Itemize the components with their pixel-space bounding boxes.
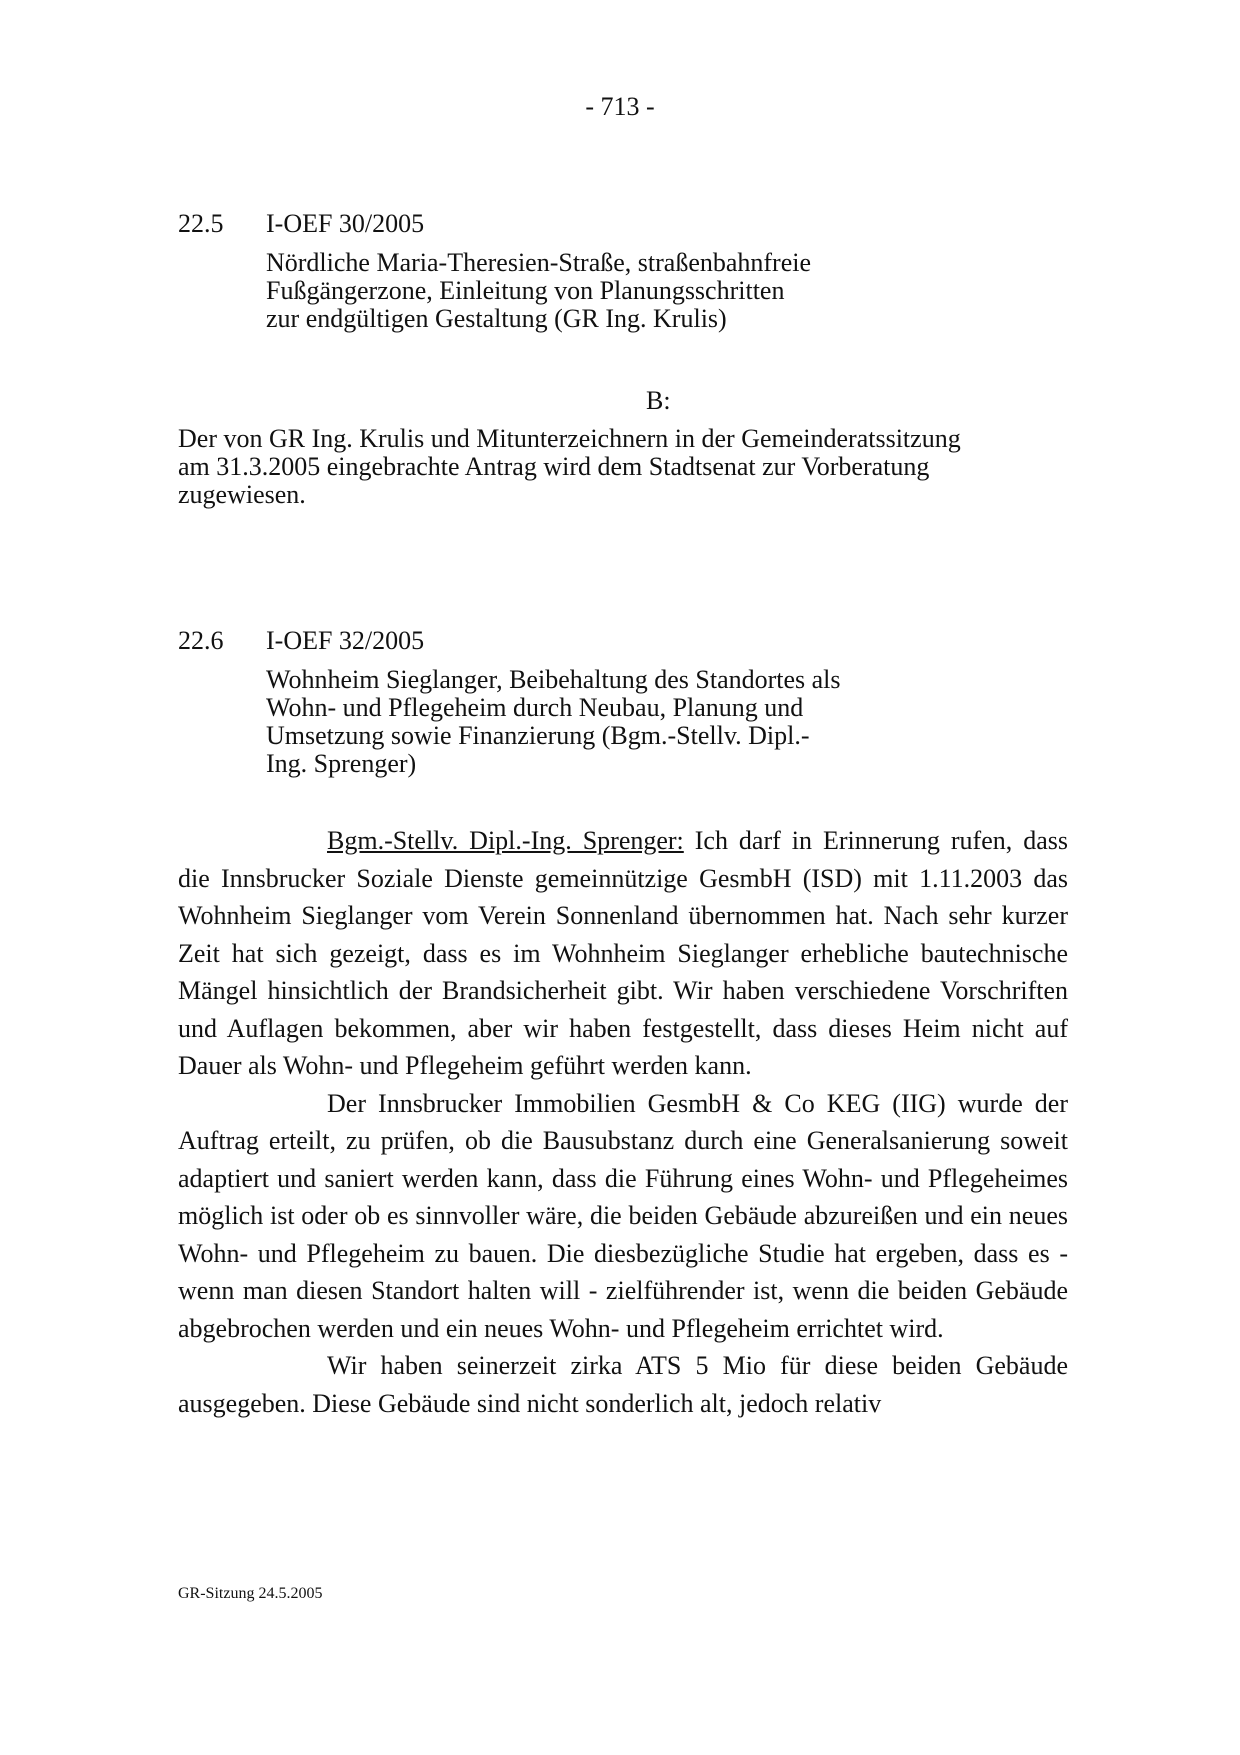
footer: GR-Sitzung 24.5.2005 [178,1585,323,1602]
speech-paragraph: Der Innsbrucker Immobilien GesmbH & Co KEG (IIG) wurde der Auftrag erteilt, zu prüfen, ob die Bausubstanz durch eine Generalsanierung soweit adaptiert und saniert werden kann, dass die Führung eines Wohn- und Pflegeheimes möglich ist oder ob es sinnvoller wäre, die beiden Gebäude abzureißen und ein neues Wohn- und Pflegeheim zu bauen. Die diesbezügliche Studie hat ergeben, dass es - wenn man diesen Standort halten will - zielführender ist, wenn die beiden Gebäude abgebrochen werden und ein neues Wohn- und Pflegeheim errichtet wird. [178,1088,1068,1343]
agenda-title-line: Wohnheim Sieglanger, Beibehaltung des Standortes als [266,665,841,694]
agenda-item-number: 22.6 [178,626,224,655]
page-number: - 713 - [585,92,655,121]
decision-line: Der von GR Ing. Krulis und Mitunterzeichnern in der Gemeinderatssitzung [178,424,961,453]
decision-line: am 31.3.2005 eingebrachte Antrag wird dem Stadtsenat zur Vorberatung [178,452,930,481]
agenda-item-header [178,209,1078,239]
speech-paragraph [178,822,1068,1085]
decision-label: B: [646,386,671,415]
agenda-title-line: Umsetzung sowie Finanzierung (Bgm.-Stellv. Dipl.- [266,721,810,750]
agenda-item-code: I-OEF 32/2005 [266,626,425,655]
decision-line: zugewiesen. [178,480,306,509]
agenda-item-title [266,666,906,778]
agenda-title-line: Wohn- und Pflegeheim durch Neubau, Planung und [266,693,804,722]
agenda-title-line: Ing. Sprenger) [266,749,417,778]
agenda-item-code: I-OEF 30/2005 [266,209,425,238]
agenda-item-header [178,626,1078,656]
agenda-item-title [266,249,906,333]
agenda-title-line: Fußgängerzone, Einleitung von Planungsschritten [266,276,785,305]
speech-text: Ich darf in Erinnerung rufen, dass die Innsbrucker Soziale Dienste gemeinnützige GesmbH (ISD) mit 1.11.2003 das Wohnheim Sieglanger vom Verein Sonnenland übernommen hat. Nach sehr kurzer Zeit hat sich gezeigt, dass es im Wohnheim Sieglanger erhebliche bautechnische Mängel hinsichtlich der Brandsicherheit gibt. Wir haben verschiedene Vorschriften und Auflagen bekommen, aber wir haben festgestellt, dass dieses Heim nicht auf Dauer als Wohn- und Pflegeheim geführt werden kann. [178,826,1069,1080]
speech-paragraph: Wir haben seinerzeit zirka ATS 5 Mio für diese beiden Gebäude ausgegeben. Diese Gebäude sind nicht sonderlich alt, jedoch relativ [178,1351,1068,1418]
agenda-title-line: zur endgültigen Gestaltung (GR Ing. Krulis) [266,304,727,333]
agenda-title-line: Nördliche Maria-Theresien-Straße, straßenbahnfreie [266,248,812,277]
speech-body [178,822,1068,1422]
agenda-item-22-5 [178,209,1078,333]
decision-text [178,425,1078,509]
agenda-item-22-6 [178,626,1078,778]
agenda-item-number: 22.5 [178,209,224,238]
speaker-name: Bgm.-Stellv. Dipl.-Ing. Sprenger: [327,826,684,855]
